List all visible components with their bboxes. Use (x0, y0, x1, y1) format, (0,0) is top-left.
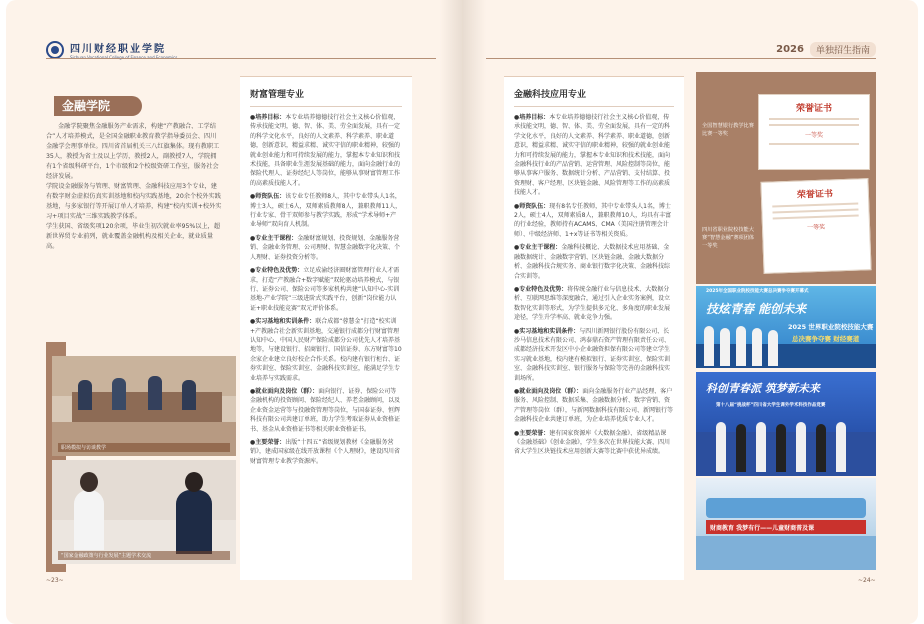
cert2-badge: 一等奖 (806, 223, 826, 232)
fintech-section: ●培养目标：本专业培养德德技行社会主义核心价值观，传承技能文明，德、智、体、美、劳全面发展，具有一定的科学文化水平，良好的人文素养、科学素养、职业道德，创新意识，精益求精、诚实守信的职业精神，较强的就业创业能力和可持续发展的能力，掌握本专业知识和技术技能，面向金融科技行业的产品营销、运营管理、风险控制等岗位，能够从事客户服务、数据统计分析、产品营销、支付结算、投资理财、客户经理、区块链金融、风险管理等工作的高素质技能人才。 (514, 114, 671, 197)
wealth-section: ●专业主干课程：金融财富规划、投资规划、金融服务营销、金融业务管理、公司理财、智慧金融数字化决策、个人理财、证券投资分析等。 (250, 234, 401, 261)
fintech-section: ●师资队伍：现有8名专任教师，其中专业带头人1名，博士2人，硕士4人，双师素质8人，兼职教师10人，均具有丰富的行业经验，教师持有ACAMS、CMA（美国注册管理会计师）、中级经济师、1+x等证书等相关资质。 (514, 202, 672, 238)
wealth-title-rule (250, 106, 402, 107)
fintech-section: ●就业面向及岗位（群）：面向金融服务行业产品经理、客户服务、风险控制、数据采集、金融数据分析、数字营销、资产管理等岗位（群），与新网数据科技有限公司、新网银行等金融科技企业共建订单班，为企业培养优质专业人才。 (514, 387, 674, 424)
gutter-shadow-left (440, 0, 464, 624)
wealth-section: ●主要荣誉：出版“十四五”省级规划教材《金融服务营销》，建成国家级在线开放课程《个人理财》，建设四川省财富管理专业教学资源库。 (250, 439, 401, 465)
interview-photo-caption: “国家金融政策与行业发展”主题学术交流 (58, 551, 230, 560)
school-name-cn: 四川财经职业学院 (70, 44, 166, 55)
cert2-title: 荣誉证书 (796, 189, 834, 201)
fintech-section: ●专业主干课程：金融科技概论、大数据技术应用基础、金融数据统计、金融数字营销、区块链金融、金融大数据分析、金融科技合规实务、商业银行数字化决策、金融科技综合实训等。 (514, 244, 671, 280)
cert1-badge: 一等奖 (804, 132, 823, 139)
college-intro: 金融学院聚焦金融服务产业需求，构建“产教融合、工学结合”人才培养模式，是全国金融职业教育教学指导委员会、四川金融学会理事单位。四川省首届机关三八红旗集体。现有教职工35人，教授为省士及以上学历，教授2人，副教授7人，学院拥有1个省级科研平台，1个市级和2个校级资研工作室，服务社会经济发展。 学院设金融服务与管理、财富管理、金融科技应用3个专业，建有数字财金虚拟仿真实训基地和校内实践基地，20余个校外实践基地，与多家银行等开展订单人才培养，构建“校内实训+校外实习+项目实战”三维实践教学体系。 学生获国、省级奖项120余项，毕业生初次就业率95%以上，超新世界贸专业前列，就业覆盖金融机构及相关企业，就业质量高。 (46, 123, 222, 250)
banner1-track: 总决赛争夺赛 财经赛道 (792, 335, 860, 343)
cert2-caption: 四川省职业院校技能大赛“智慧金融”赛项团体一等奖 (702, 227, 755, 249)
cert1-caption: 全国智慧银行教学比赛比赛一等奖 (702, 123, 754, 137)
page-number-right: ~24~ (858, 577, 876, 584)
award-certificate-1 (758, 94, 870, 170)
header-rule-left (46, 58, 436, 59)
wealth-section: ●培养目标：本专业培养德德技行社会主义核心价值观，传承技能文明，德、智、体、美、劳全面发展，具有一定的科学文化水平，良好的人文素养、科学素养、职业道德，创新意识，精益求精、诚实守信的职业精神，较强的就业创业能力和可持续发展的能力，掌握本专业知识和技术技能，具备职业生涯发展基础的能力，面向金融行业的保险代理人、证券经纪人等岗位，能够从事财富管理工作的高素质技能人才。 (250, 114, 401, 187)
interview-photo (52, 460, 236, 564)
wealth-section: ●专业特色及优势：立足成渝经济圈财富管理行业人才需求，打造“产教融合+数字赋能”双轮驱动培养模式，与银行、证券公司、保险公司等多家机构共建“认知中心-实训基地-产业学院”三级进阶式实践平台，创新“岗位能力认证+职业技能竞赛”双元评价体系。 (250, 267, 400, 312)
school-logo (46, 40, 177, 60)
award-certificate-2 (760, 178, 871, 274)
fintech-title-rule (514, 106, 674, 107)
financial-literacy-photo (696, 478, 876, 570)
header-rule-right (486, 58, 876, 59)
fintech-section: ●主要荣誉：建有国家资源库《大数据金融》、省级精品课《金融基础》《创业金融》，学生多次在世界技能大赛、四川省大学生区块链技术应用创新大赛等比赛中获优异成绩。 (514, 429, 671, 456)
wealth-section: ●师资队伍：该专业专任教师8人，其中专业带头人1名，博士3人，硕士6人，双师素质教师8人，兼职教师11人，行业专家、骨干双师参与教学实践，形成“学术导师+产业导师”双向育人机制。 (250, 193, 402, 229)
guide-year: 2026 (776, 44, 804, 55)
school-emblem-icon (46, 41, 64, 59)
fintech-card (504, 76, 684, 580)
wealth-section: ●就业面向及岗位（群）：面向银行、证券、保险公司等金融机构的投资顾问、保险经纪人、养老金融顾问，以及企业资金运营等与投融资管理等岗位，与国泰证券、恒辉科技有限公司共建订单班，助力学生考取证券从业资格证书、基金从业资格证书等相关职业资格证书。 (250, 387, 401, 433)
classroom-photo-caption: 职场模拟与访谈教学 (58, 443, 230, 452)
skills-competition-photo (696, 286, 876, 368)
banner1-top-text: 2025年全国职业院校技能大赛总决赛争夺赛开幕式 (706, 289, 809, 294)
banner2-slogan: 科创青春派 筑梦新未来 (706, 382, 820, 395)
page-number-left: ~23~ (46, 577, 64, 584)
banner1-event: 2025 世界职业院校技能大赛 (788, 323, 874, 331)
fintech-section: ●专业特色及优势：将传统金融行业与信息技术、大数据分析、互联网思维等深度融合，通过引入企业实务案例，设立数智化实训等形式，为学生提供多元化、多角度的职业发展途径，学生升学率高、就业竞争力强。 (514, 285, 671, 322)
college-title: 金融学院 (54, 96, 142, 116)
wealth-title: 财富管理专业 (250, 90, 305, 100)
banner1-slogan: 技炫青春 能创未来 (706, 302, 807, 316)
guide-header (776, 42, 876, 57)
fintech-section: ●实习基地和实训条件：与四川新网银行股份有限公司、长沙马信息技术有限公司、鸿泰鼎石资产管理有限责任公司、成都经济技术开发区中小企业融资担保有限公司等建立学生实习就业基地，校内建有模拟银行、证券实训室、保险实训室、金融科技实训室、银行服务与保险等完善的金融科技实训场所。 (514, 327, 671, 382)
fintech-title: 金融科技应用专业 (514, 90, 587, 100)
classroom-photo (52, 356, 236, 456)
challenge-cup-photo (696, 372, 876, 476)
gutter-shadow-right (462, 0, 486, 624)
wealth-management-card (240, 76, 412, 580)
cert1-title: 荣誉证书 (795, 104, 832, 114)
wealth-section: ●实习基地和实训条件：联合成都“蓉慧金”打造“校实训+产教融合社会新实训基地，交通银行成都分行财富管理认知中心、中国人民财产保险成都分公司优先人才培养基地等，与建设银行、招商银行、国信证券、东方财富等10余家企业建立良好校企合作关系。校内建有银行柜台、证券实训室、保险实训室、金融科技实训室，能满足学生专业培养与实践需求。 (250, 318, 402, 382)
banner3-text: 财商教育 我梦有行——儿童财商普及课 (710, 525, 815, 532)
banner2-event: 第十八届“挑战杯”四川省大学生课外学术科技作品竞赛 (716, 403, 826, 408)
guide-tag: 单独招生指南 (810, 42, 876, 57)
